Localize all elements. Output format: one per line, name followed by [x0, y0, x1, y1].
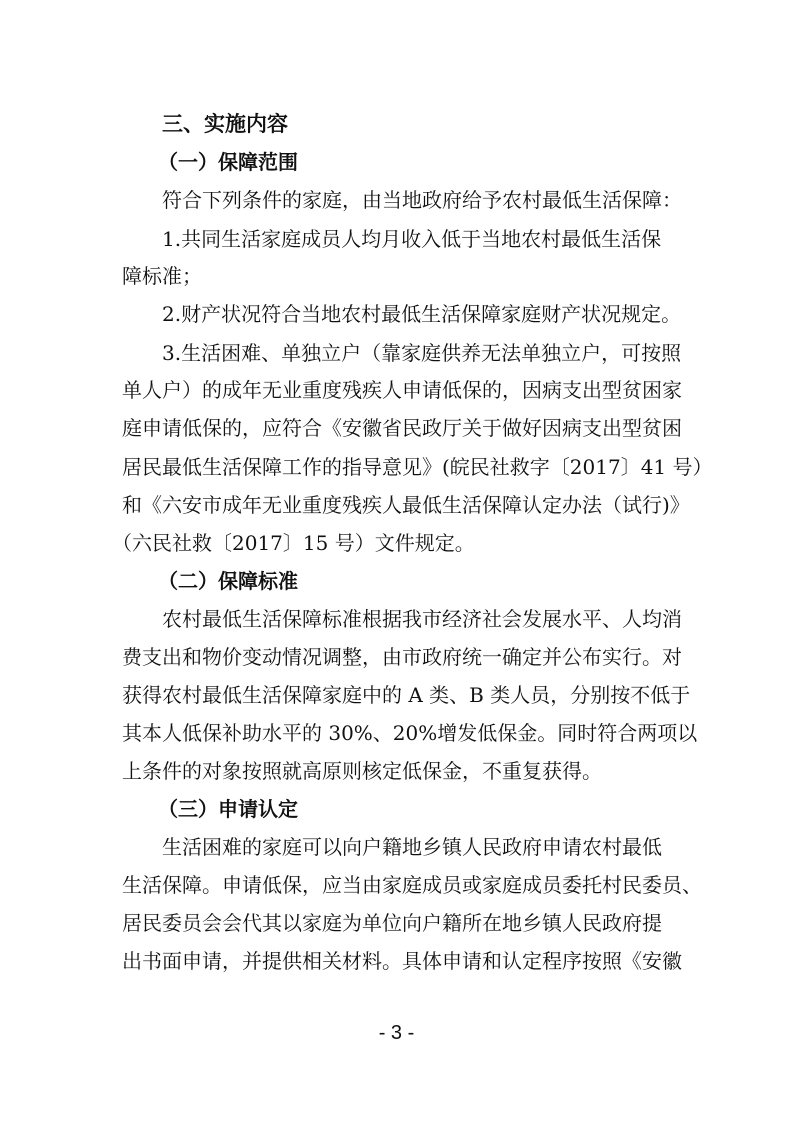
paragraph-line: 其本人低保补助水平的 30%、20%增发低保金。同时符合两项以	[122, 721, 698, 745]
page-number: - 3 -	[378, 1022, 415, 1044]
paragraph-line: 单人户）的成年无业重度残疾人申请低保的，因病支出型贫困家	[122, 378, 682, 402]
paragraph-line: 居民委员会会代其以家庭为单位向户籍所在地乡镇人民政府提	[122, 911, 662, 935]
paragraph-line: 生活保障。申请低保，应当由家庭成员或家庭成员委托村民委员、	[122, 873, 702, 897]
paragraph-line: 出书面申请，并提供相关材料。具体申请和认定程序按照《安徽	[122, 949, 682, 973]
paragraph-line: 符合下列条件的家庭，由当地政府给予农村最低生活保障：	[162, 188, 682, 212]
paragraph-line: 费支出和物价变动情况调整，由市政府统一确定并公布实行。对	[122, 645, 682, 669]
paragraph-line: （六民社救〔2017〕15 号）文件规定。	[112, 531, 475, 555]
paragraph-line: 3.生活困难、单独立户（靠家庭供养无法单独立户，可按照	[162, 341, 682, 365]
paragraph-line: 居民最低生活保障工作的指导意见》(皖民社救字〔2017〕41 号）	[122, 455, 713, 479]
paragraph-line: 1.共同生活家庭成员人均月收入低于当地农村最低生活保	[162, 227, 662, 251]
paragraph-line: 和《六安市成年无业重度残疾人最低生活保障认定办法（试行)》	[122, 493, 690, 517]
subsection-heading-2: （二）保障标准	[158, 569, 298, 593]
subsection-heading-1: （一）保障范围	[158, 150, 298, 174]
paragraph-line: 生活困难的家庭可以向户籍地乡镇人民政府申请农村最低	[162, 835, 662, 859]
section-heading: 三、实施内容	[162, 112, 288, 136]
paragraph-line: 庭申请低保的，应符合《安徽省民政厅关于做好因病支出型贫困	[122, 416, 682, 440]
subsection-heading-3: （三）申请认定	[158, 797, 298, 821]
paragraph-line: 上条件的对象按照就高原则核定低保金，不重复获得。	[122, 759, 602, 783]
paragraph-line: 障标准；	[122, 264, 202, 288]
paragraph-line: 2.财产状况符合当地农村最低生活保障家庭财产状况规定。	[162, 302, 682, 326]
paragraph-line: 获得农村最低生活保障家庭中的 A 类、B 类人员，分别按不低于	[122, 683, 691, 707]
paragraph-line: 农村最低生活保障标准根据我市经济社会发展水平、人均消	[162, 607, 682, 631]
